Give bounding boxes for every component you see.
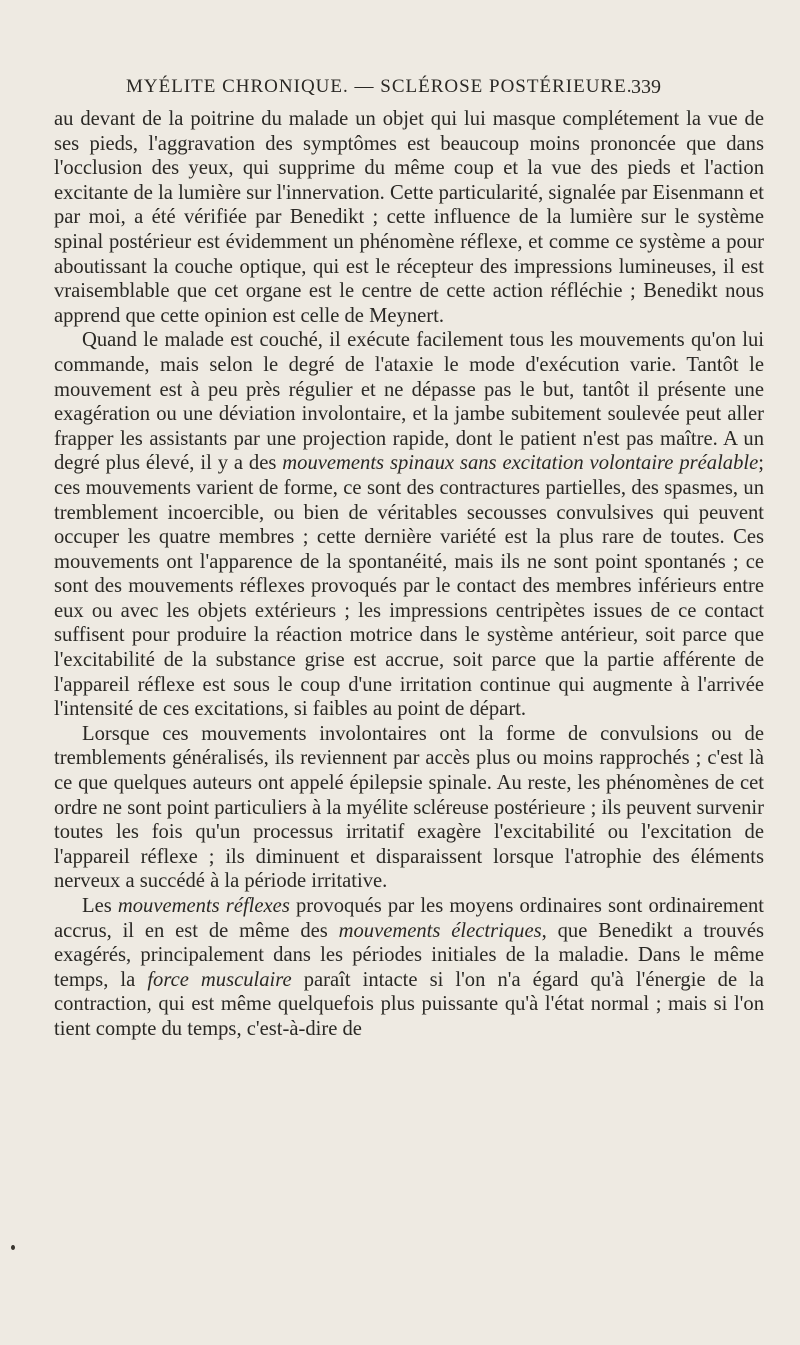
italic-term: mouvements réflexes xyxy=(117,895,290,917)
paragraph xyxy=(54,722,764,894)
italic-term: mouvements spinaux sans excitation volontaire préalable xyxy=(282,452,759,475)
italic-term: force musculaire xyxy=(147,968,292,991)
running-head xyxy=(0,76,800,106)
text-run: ; ces mouvements varient de forme, ce sont des contractures partielles, des spasmes, un tremblement incoercible, ou bien de véritables secousses convulsives qui peuvent occuper les quatre membres ; cette dernière variété est la plus rare de toutes. Ces mouvements ont l'apparence de la spontanéité, mais ils ne sont point spontanés ; ce sont des mouvements réflexes provoqués par le contact des membres inférieurs entre eux ou avec les objets extérieurs ; les impressions centripètes issues de ce contact suffisent pour produire la réaction motrice dans le système antérieur, soit parce que l'excitabilité de la substance grise est accrue, soit parce que la partie afférente de l'appareil réflexe est sous le coup d'une irritation continue qui augmente à l'arrivée l'intensité de ces excitations, si faibles au point de départ. xyxy=(54,452,764,721)
page-number: 339 xyxy=(631,76,661,98)
margin-ink-spot xyxy=(11,1245,15,1250)
body-text xyxy=(54,107,764,1042)
running-title: MYÉLITE CHRONIQUE. — SCLÉROSE POSTÉRIEURE. xyxy=(126,76,633,97)
text-run: Les xyxy=(82,895,118,917)
paragraph xyxy=(54,894,764,1042)
text-run: Quand le malade est couché, il exécute facilement tous les mouvements qu'on lui commande, mais selon le degré de l'ataxie le mode d'exécution varie. Tantôt le mouvement est à peu près régulier et ne dépasse pas le but, tantôt il présente une exagération ou une déviation involontaire, et la jambe subitement soulevée peut aller frapper les assistants par une projection rapide, dont le patient n'est pas maître. A un degré plus élevé, il y a des xyxy=(54,329,764,475)
paragraph xyxy=(54,107,764,328)
text-run: provoqués par les moyens ordinaires sont ordinairement accrus, il en est de même des xyxy=(54,895,764,942)
text-run: , que Benedikt a trouvés exagérés, principalement dans les périodes initiales de la maladie. Dans le même temps, la xyxy=(54,919,765,991)
text-run: paraît intacte si l'on n'a égard qu'à l'énergie de la contraction, qui est même quelquefois plus puissante qu'à l'état normal ; mais si l'on tient compte du temps, c'est-à-dire de xyxy=(54,968,764,1040)
text-run: Lorsque ces mouvements involontaires ont la forme de convulsions ou de tremblements généralisés, ils reviennent par accès plus ou moins rapprochés ; c'est là ce que quelques auteurs ont appelé épilepsie spinale. Au reste, les phénomènes de cet ordre ne sont point particuliers à la myélite scléreuse postérieure ; ils peuvent survenir toutes les fois qu'un processus irritatif exagère l'excitabilité ou l'excitation de l'appareil réflexe ; ils diminuent et disparaissent lorsque l'atrophie des éléments nerveux a succédé à la période irritative. xyxy=(54,722,764,893)
text-run: au devant de la poitrine du malade un objet qui lui masque complétement la vue de ses pieds, l'aggravation des symptômes est beaucoup moins prononcée que dans l'occlusion des yeux, qui supprime du même coup et la vue des pieds et l'action excitante de la lumière sur l'innervation. Cette particularité, signalée par Eisenmann et par moi, a été vérifiée par Benedikt ; cette influence de la lumière sur le système spinal postérieur est évidemment un phénomène réflexe, et comme ce système a pour aboutissant la couche optique, qui est le récepteur des impressions lumineuses, il est vraisemblable que cet organe est le centre de cette action réfléchie ; Benedikt nous apprend que cette opinion est celle de Meynert. xyxy=(54,108,764,327)
italic-term: mouvements électriques xyxy=(338,919,542,942)
paragraph xyxy=(54,328,764,722)
